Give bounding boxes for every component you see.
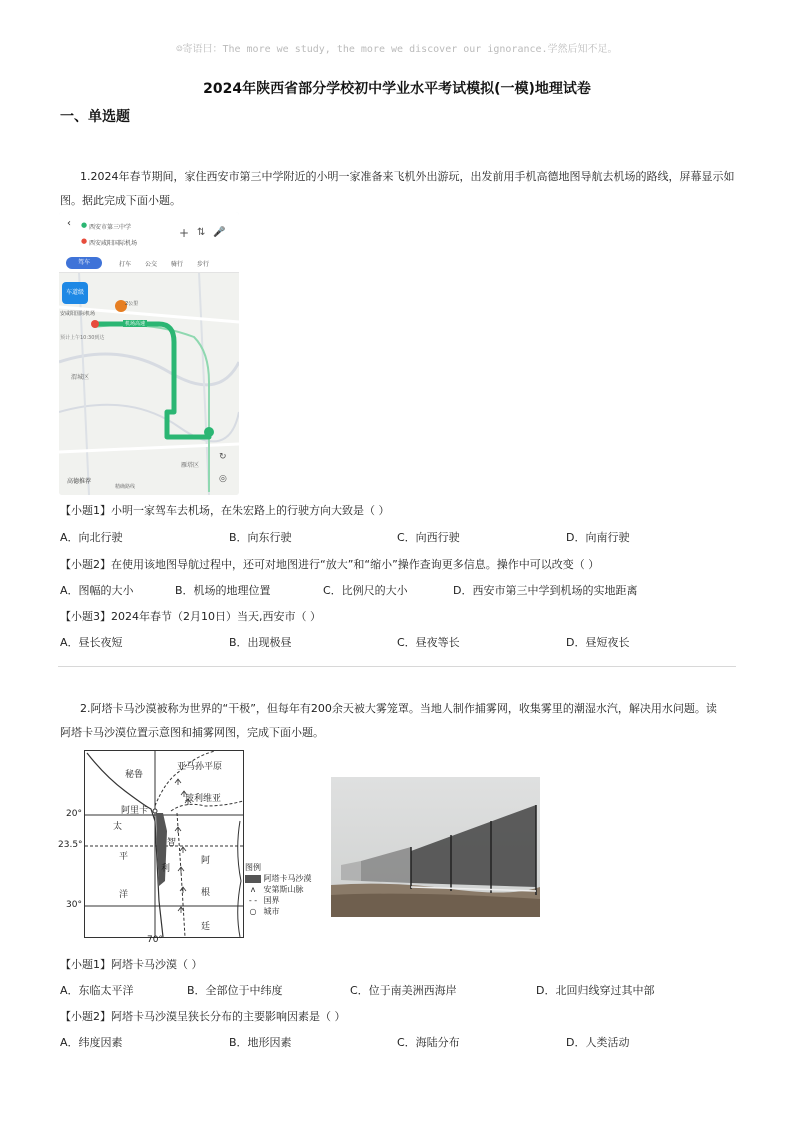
q1-sub2-option-d[interactable]: D．西安市第三中学到机场的实地距离 [453,584,638,597]
mode-bus-tab[interactable]: 公交 [145,261,158,268]
mode-bike-tab[interactable]: 骑行 [171,261,184,268]
mountain-symbol-icon: ᴧ [250,885,256,894]
recommend-label[interactable]: 高德推荐 [67,478,92,485]
label-pacific-1: 太 [113,822,123,832]
q1-sub3-option-b[interactable]: B．出现极昼 [229,636,292,649]
q1-sub2-option-b[interactable]: B．机场的地理位置 [175,584,271,597]
mode-driving-chip[interactable]: 驾车 [66,257,102,269]
atacama-location-map [84,750,244,938]
motto-banner: ☺寄语曰：The more we study, the more we discover our ignorance.学然后知不足。 [176,44,618,55]
q1-sub3-stem: 【小题3】2024年春节（2月10日）当天,西安市（ ） [60,610,321,623]
q2-sub1-option-b[interactable]: B．全部位于中纬度 [187,984,283,997]
airport-label: 安咸阳国际机场 [60,311,96,317]
q1-sub1-stem: 【小题1】小明一家驾车去机场，在朱宏路上的行驶方向大致是（ ） [60,504,390,517]
q1-sub3-option-a[interactable]: A．昼长夜短 [60,636,123,649]
longitude-70: 70° [147,935,163,945]
q1-sub1-option-c[interactable]: C．向西行驶 [397,531,460,544]
q1-sub2-stem: 【小题2】在使用该地图导航过程中，还可对地图进行“放大”和“缩小”操作查询更多信息。操作中可以改变（ ） [60,558,600,571]
label-pacific-2: 平 [119,852,129,862]
navigation-map-screenshot [59,212,239,495]
latitude-30: 30° [66,900,82,910]
district-weicheng: 渭城区 [71,374,90,381]
q1-sub1-option-d[interactable]: D．向南行驶 [566,531,630,544]
city-dot-icon: ○ [249,907,257,916]
q2-stem-line2: 阿塔卡马沙漠位置示意图和捕雾网图，完成下面小题。 [60,726,324,739]
q2-sub2-stem: 【小题2】阿塔卡马沙漠呈狭长分布的主要影响因素是（ ） [60,1010,346,1023]
q1-sub3-option-c[interactable]: C．昼夜等长 [397,636,460,649]
destination-field[interactable]: 西安咸阳国际机场 [89,240,138,247]
district-yanta: 雁塔区 [181,462,200,469]
legend-border: - - 国界 [245,895,312,906]
label-argentina-3: 廷 [201,922,211,932]
q2-sub2-option-c[interactable]: C．海陆分布 [397,1036,460,1049]
q1-sub2-option-a[interactable]: A．图幅的大小 [60,584,134,597]
q2-sub2-option-a[interactable]: A．纬度因素 [60,1036,123,1049]
locate-icon[interactable]: ◎ [219,474,227,484]
legend-city: ○ 城市 [245,906,312,917]
label-argentina-2: 根 [201,888,211,898]
border-dash-icon: - - [248,896,258,905]
q2-sub1-stem: 【小题1】阿塔卡马沙漠（ ） [60,958,203,971]
label-chile-1: 智 [167,838,177,848]
microphone-icon[interactable]: 🎤 [213,227,226,238]
latitude-20: 20° [66,809,82,819]
q1-sub1-option-a[interactable]: A．向北行驶 [60,531,123,544]
q1-stem-line1: 1.2024年春节期间，家住西安市第三中学附近的小明一家准备来飞机外出游玩，出发前用手机高德地图导航去机场的路线，屏幕显示如 [80,170,735,183]
destination-dot-icon: ● [81,237,88,245]
lane-level-badge[interactable]: 车道级 [62,282,88,304]
q2-sub1-option-a[interactable]: A．东临太平洋 [60,984,134,997]
question-divider [58,666,736,667]
fog-net-photo [331,777,540,917]
label-peru: 秘鲁 [125,770,144,780]
legend-desert: 阿塔卡马沙漠 [245,873,312,884]
q1-sub2-option-c[interactable]: C．比例尺的大小 [323,584,408,597]
q1-stem-line2: 图。据此完成下面小题。 [60,194,181,207]
q2-sub1-option-c[interactable]: C．位于南美洲西海岸 [350,984,457,997]
arrival-note: 预计上午10:30到达 [60,335,105,341]
origin-dot-icon: ● [81,221,88,229]
mode-taxi-tab[interactable]: 打车 [119,261,132,268]
swap-icon[interactable]: ⇅ [197,227,206,238]
refresh-icon[interactable]: ↻ [219,452,227,462]
desert-swatch-icon [245,875,261,883]
back-arrow-icon[interactable]: ‹ [67,218,71,229]
q2-sub2-option-b[interactable]: B．地形因素 [229,1036,292,1049]
q2-stem-line1: 2.阿塔卡马沙漠被称为世界的“干极”，但每年有200余天被大雾笼罩。当地人制作捕雾网，收集雾里的潮湿水汽，解决用水问题。读 [80,702,717,715]
label-amazon: 亚马孙平原 [177,762,223,772]
origin-field[interactable]: 西安市第三中学 [89,224,132,231]
map-legend [245,862,312,917]
q2-sub2-option-d[interactable]: D．人类活动 [566,1036,630,1049]
add-stop-icon[interactable]: + [179,226,190,240]
atacama-map-drawing [85,751,243,937]
label-arica: 阿里卡 [121,806,149,816]
q1-sub1-option-b[interactable]: B．向东行驶 [229,531,292,544]
route-precision-label: 精确路线 [115,484,136,490]
label-bolivia: 玻利维亚 [185,794,222,804]
legend-mountains: ᴧ 安第斯山脉 [245,884,312,895]
latitude-23-5: 23.5° [58,840,83,850]
fog-net-drawing [331,777,540,917]
label-argentina-1: 阿 [201,856,211,866]
label-chile-2: 利 [161,864,171,874]
section-heading: 一、单选题 [60,109,130,125]
page-title: 2024年陕西省部分学校初中学业水平考试模拟(一模)地理试卷 [203,81,591,97]
distance-label: 2公里 [125,301,139,307]
legend-title: 图例 [245,863,261,872]
destination-marker [91,320,99,328]
origin-marker [204,427,214,437]
label-pacific-3: 洋 [119,890,129,900]
q2-sub1-option-d[interactable]: D．北回归线穿过其中部 [536,984,655,997]
q1-sub3-option-d[interactable]: D．昼短夜长 [566,636,630,649]
mode-walk-tab[interactable]: 步行 [197,261,210,268]
road-label: 机场高速 [125,321,146,327]
